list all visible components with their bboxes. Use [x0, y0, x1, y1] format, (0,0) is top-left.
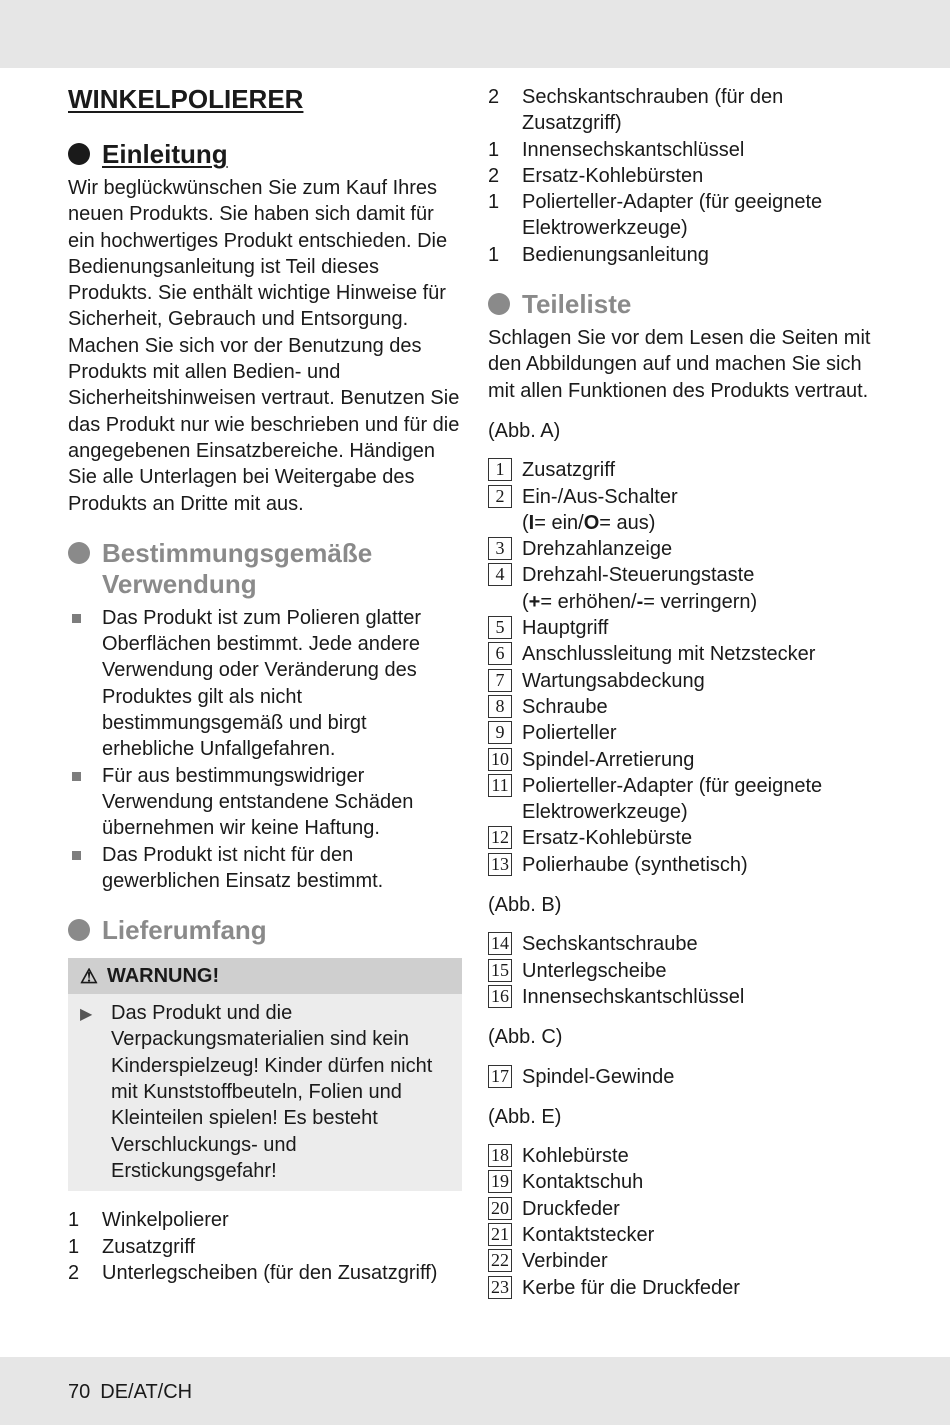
- part-number: 2: [488, 485, 512, 508]
- bullet-dot-icon: [68, 542, 90, 564]
- section-heading-text: Einleitung: [102, 139, 228, 169]
- parts-list-b: [488, 931, 882, 1010]
- part-number: 5: [488, 616, 512, 639]
- section-heading-teileliste: [488, 289, 882, 320]
- part-number: 15: [488, 959, 512, 982]
- part-number: 17: [488, 1065, 512, 1088]
- warning-box: [68, 958, 462, 1191]
- part-item: 1 Zusatzgriff: [488, 457, 882, 483]
- list-item: 1 Bedienungsanleitung: [488, 243, 709, 266]
- part-item: 10 Spindel-Arretierung: [488, 747, 882, 773]
- intro-paragraph: Wir beglückwünschen Sie zum Kauf Ihres neuen Produkts. Sie haben sich damit für ein hochwertiges Produkt entschieden. Die Bedienungsanleitung ist Teil dieses Produkts. Sie enthält wichtige Hinweise für Sicherheit, Gebrauch und Entsorgung. Machen Sie sich vor der Benutzung des Produkts mit allen Bedien- und Sicherheitshinweisen vertraut. Benutzen Sie das Produkt nur wie beschrieben und für die angegebenen Einsatzbereiche. Händigen Sie alle Unterlagen bei Weitergabe des Produkts an Dritte mit aus.: [68, 177, 460, 515]
- part-number: 23: [488, 1276, 512, 1299]
- part-number: 22: [488, 1249, 512, 1272]
- list-item: 2 Sechskantschrauben (für den Zusatzgriff): [488, 86, 784, 135]
- warning-text: Das Produkt und die Verpackungsmaterialien sind kein Kinderspielzeug! Kinder dürfen nicht mit Kunststoffbeuteln, Folien und Kleinteilen spielen! Es besteht Verschluckungs- und Erstickungsgefahr!: [111, 1002, 433, 1182]
- speed-note: ( + = erhöhen/ - = verringern): [522, 590, 758, 613]
- part-number: 21: [488, 1223, 512, 1246]
- bullet-dot-icon: [68, 143, 90, 165]
- part-number: 6: [488, 642, 512, 665]
- part-item: 14 Sechskantschraube: [488, 931, 882, 957]
- document-title: WINKELPOLIERER: [68, 84, 304, 114]
- warning-body: [68, 994, 462, 1191]
- list-item: 2 Ersatz-Kohlebürsten: [488, 164, 704, 187]
- list-item: Für aus bestimmungswidriger Verwendung entstandene Schäden übernehmen wir keine Haftung.: [68, 763, 462, 842]
- part-item: 23 Kerbe für die Druckfeder: [488, 1275, 882, 1301]
- parts-intro: Schlagen Sie vor dem Lesen die Seiten mit den Abbildungen auf und machen Sie sich mit allen Funktionen des Produkts vertraut.: [488, 327, 871, 402]
- part-number: 7: [488, 669, 512, 692]
- part-item: 6 Anschlussleitung mit Netzstecker: [488, 641, 882, 667]
- part-item: 22 Verbinder: [488, 1248, 882, 1274]
- figure-label-e: (Abb. E): [488, 1105, 562, 1128]
- bullet-dot-icon: [68, 919, 90, 941]
- section-heading-text: Bestimmungsgemäße Verwendung: [102, 537, 373, 599]
- section-heading-text: Teileliste: [522, 289, 632, 320]
- arrow-right-icon: ▶: [80, 1006, 93, 1024]
- part-number: 9: [488, 721, 512, 744]
- part-item: 8 Schraube: [488, 694, 882, 720]
- figure-label-a: (Abb. A): [488, 419, 561, 442]
- parts-list-e: [488, 1143, 882, 1301]
- part-item: 5 Hauptgriff: [488, 615, 882, 641]
- right-column: [488, 84, 882, 1301]
- list-item: Das Produkt ist nicht für den gewerblichen Einsatz bestimmt.: [68, 842, 462, 895]
- scope-list-left: [68, 1207, 462, 1286]
- part-number: 1: [488, 458, 512, 481]
- parts-list-c: [488, 1064, 882, 1090]
- section-heading-text: Lieferumfang: [102, 915, 267, 946]
- part-number: 8: [488, 695, 512, 718]
- switch-note: ( I = ein/ O = aus): [522, 511, 656, 534]
- part-number: 11: [488, 774, 512, 797]
- part-number: 3: [488, 537, 512, 560]
- warning-title: WARNUNG!: [106, 964, 220, 987]
- part-item: 19 Kontaktschuh: [488, 1169, 882, 1195]
- usage-list: [68, 605, 462, 894]
- part-item: 18 Kohlebürste: [488, 1143, 882, 1169]
- warning-triangle-icon: ⚠: [80, 965, 98, 988]
- section-heading-bestimmungsgemaesse-verwendung: [68, 538, 462, 600]
- footer: [68, 1379, 202, 1405]
- part-item: 20 Druckfeder: [488, 1196, 882, 1222]
- section-heading-einleitung: [68, 139, 462, 170]
- list-item: 1 Polierteller-Adapter (für geeignete Elektrowerkzeuge): [488, 191, 823, 240]
- part-number: 19: [488, 1170, 512, 1193]
- part-item: 7 Wartungsabdeckung: [488, 668, 882, 694]
- part-item: 15 Unterlegscheibe: [488, 958, 882, 984]
- part-number: 12: [488, 826, 512, 849]
- list-item: 1 Winkelpolierer: [68, 1209, 229, 1232]
- parts-list-a: [488, 457, 882, 878]
- part-number: 20: [488, 1197, 512, 1220]
- list-item: 1 Zusatzgriff: [68, 1235, 195, 1258]
- page-number: 70: [68, 1381, 91, 1403]
- part-item: 13 Polierhaube (synthetisch): [488, 852, 882, 878]
- part-number: 10: [488, 748, 512, 771]
- part-item: 4 Drehzahl-Steuerungstaste: [488, 562, 882, 588]
- warning-header: [68, 958, 462, 994]
- part-item: 2 Ein-/Aus-Schalter: [488, 484, 882, 510]
- square-bullet-icon: [72, 851, 81, 860]
- part-item: 12 Ersatz-Kohlebürste: [488, 825, 882, 851]
- locale-label: DE/AT/CH: [100, 1381, 193, 1403]
- part-item: 9 Polierteller: [488, 720, 882, 746]
- part-number: 4: [488, 563, 512, 586]
- part-item: 16 Innensechskantschlüssel: [488, 984, 882, 1010]
- part-number: 13: [488, 853, 512, 876]
- part-item: 11 Polierteller-Adapter (für geeignete Elektrowerkzeuge): [488, 773, 882, 826]
- scope-list-right: [488, 84, 882, 268]
- left-column: [68, 82, 462, 1286]
- part-item: 17 Spindel-Gewinde: [488, 1064, 882, 1090]
- list-item: 1 Innensechskantschlüssel: [488, 138, 745, 161]
- top-band: [0, 0, 950, 68]
- part-item: 3 Drehzahlanzeige: [488, 536, 882, 562]
- figure-label-b: (Abb. B): [488, 894, 562, 917]
- square-bullet-icon: [72, 614, 81, 623]
- square-bullet-icon: [72, 772, 81, 781]
- section-heading-lieferumfang: [68, 915, 462, 946]
- part-number: 14: [488, 932, 512, 955]
- bullet-dot-icon: [488, 293, 510, 315]
- list-item: Das Produkt ist zum Polieren glatter Oberflächen bestimmt. Jede andere Verwendung oder Veränderung des Produktes gilt als nicht bestimmungsgemäß und birgt erhebliche Unfallgefahren.: [68, 605, 462, 763]
- part-number: 18: [488, 1144, 512, 1167]
- part-item: 21 Kontaktstecker: [488, 1222, 882, 1248]
- list-item: 2 Unterlegscheiben (für den Zusatzgriff): [68, 1261, 438, 1284]
- part-number: 16: [488, 985, 512, 1008]
- figure-label-c: (Abb. C): [488, 1026, 563, 1049]
